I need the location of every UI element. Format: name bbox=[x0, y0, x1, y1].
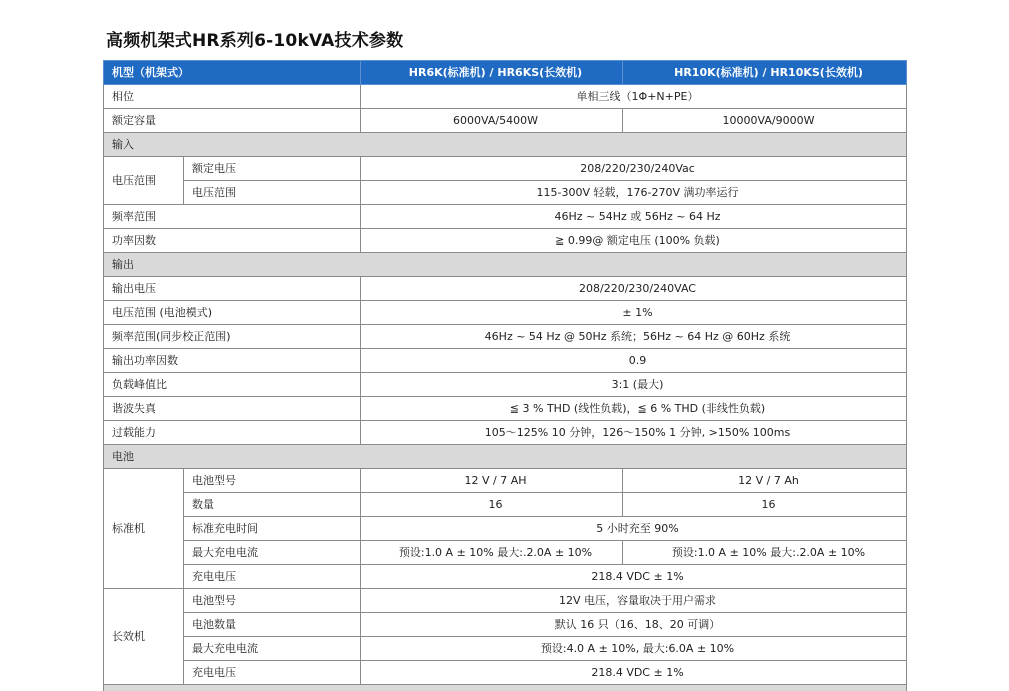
long-charge-voltage-value: 218.4 VDC ± 1% bbox=[361, 661, 907, 685]
long-qty-value: 默认 16 只（16、18、20 可调） bbox=[361, 613, 907, 637]
long-type-label: 电池型号 bbox=[184, 589, 361, 613]
std-max-current-a: 预设:1.0 A ± 10% 最大:.2.0A ± 10% bbox=[361, 541, 623, 565]
input-voltage-group: 电压范围 bbox=[104, 157, 184, 205]
table-row bbox=[104, 85, 907, 109]
table-row bbox=[104, 469, 907, 493]
std-charge-time-label: 标准充电时间 bbox=[184, 517, 361, 541]
table-row bbox=[104, 397, 907, 421]
input-pf-value: ≧ 0.99@ 额定电压 (100% 负载) bbox=[361, 229, 907, 253]
phase-label: 相位 bbox=[104, 85, 361, 109]
table-row bbox=[104, 541, 907, 565]
voltage-range-label: 电压范围 bbox=[184, 181, 361, 205]
table-row bbox=[104, 661, 907, 685]
section-output: 输出 bbox=[104, 253, 907, 277]
std-qty-a: 16 bbox=[361, 493, 623, 517]
battery-mode-value: ± 1% bbox=[361, 301, 907, 325]
table-row bbox=[104, 301, 907, 325]
input-pf-label: 功率因数 bbox=[104, 229, 361, 253]
output-voltage-value: 208/220/230/240VAC bbox=[361, 277, 907, 301]
table-row bbox=[104, 589, 907, 613]
voltage-range-value: 115-300V 轻载，176-270V 满功率运行 bbox=[361, 181, 907, 205]
std-charge-voltage-value: 218.4 VDC ± 1% bbox=[361, 565, 907, 589]
long-max-current-label: 最大充电电流 bbox=[184, 637, 361, 661]
std-type-b: 12 V / 7 Ah bbox=[623, 469, 907, 493]
crest-label: 负载峰值比 bbox=[104, 373, 361, 397]
standard-group: 标准机 bbox=[104, 469, 184, 589]
thd-value: ≦ 3 % THD (线性负载)，≦ 6 % THD (非线性负载) bbox=[361, 397, 907, 421]
input-freq-label: 频率范围 bbox=[104, 205, 361, 229]
std-charge-voltage-label: 充电电压 bbox=[184, 565, 361, 589]
output-freq-label: 频率范围(同步校正范围) bbox=[104, 325, 361, 349]
input-freq-value: 46Hz ~ 54Hz 或 56Hz ~ 64 Hz bbox=[361, 205, 907, 229]
std-type-label: 电池型号 bbox=[184, 469, 361, 493]
page-title: 高频机架式HR系列6-10kVA技术参数 bbox=[106, 26, 403, 51]
std-type-a: 12 V / 7 AH bbox=[361, 469, 623, 493]
crest-value: 3:1 (最大) bbox=[361, 373, 907, 397]
section-row-battery bbox=[104, 445, 907, 469]
table-row bbox=[104, 493, 907, 517]
std-qty-b: 16 bbox=[623, 493, 907, 517]
thd-label: 谐波失真 bbox=[104, 397, 361, 421]
section-battery: 电池 bbox=[104, 445, 907, 469]
rated-voltage-value: 208/220/230/240Vac bbox=[361, 157, 907, 181]
std-max-current-b: 预设:1.0 A ± 10% 最大:.2.0A ± 10% bbox=[623, 541, 907, 565]
std-max-current-label: 最大充电电流 bbox=[184, 541, 361, 565]
capacity-b: 10000VA/9000W bbox=[623, 109, 907, 133]
output-pf-value: 0.9 bbox=[361, 349, 907, 373]
table-row bbox=[104, 517, 907, 541]
long-charge-voltage-label: 充电电压 bbox=[184, 661, 361, 685]
table-row bbox=[104, 421, 907, 445]
std-qty-label: 数量 bbox=[184, 493, 361, 517]
output-voltage-label: 输出电压 bbox=[104, 277, 361, 301]
long-max-current-value: 预设:4.0 A ± 10%, 最大:6.0A ± 10% bbox=[361, 637, 907, 661]
table-row bbox=[104, 205, 907, 229]
capacity-label: 额定容量 bbox=[104, 109, 361, 133]
table-header-row bbox=[104, 61, 907, 85]
header-col-b: HR10K(标准机) / HR10KS(长效机) bbox=[623, 61, 907, 85]
table-row bbox=[104, 229, 907, 253]
table-row bbox=[104, 613, 907, 637]
section-input: 输入 bbox=[104, 133, 907, 157]
spec-table bbox=[103, 60, 907, 691]
output-pf-label: 输出功率因数 bbox=[104, 349, 361, 373]
phase-value: 单相三线（1Φ+N+PE） bbox=[361, 85, 907, 109]
table-row bbox=[104, 109, 907, 133]
std-charge-time-value: 5 小时充至 90% bbox=[361, 517, 907, 541]
header-col-a: HR6K(标准机) / HR6KS(长效机) bbox=[361, 61, 623, 85]
section-row-input bbox=[104, 133, 907, 157]
table-row bbox=[104, 349, 907, 373]
rated-voltage-label: 额定电压 bbox=[184, 157, 361, 181]
overload-value: 105～125% 10 分钟，126～150% 1 分钟, >150% 100ms bbox=[361, 421, 907, 445]
next-section-edge-cell bbox=[104, 685, 907, 691]
section-row-output bbox=[104, 253, 907, 277]
table-row bbox=[104, 325, 907, 349]
table-row bbox=[104, 277, 907, 301]
battery-mode-label: 电压范围 (电池模式) bbox=[104, 301, 361, 325]
output-freq-value: 46Hz ~ 54 Hz @ 50Hz 系统；56Hz ~ 64 Hz @ 60Hz 系统 bbox=[361, 325, 907, 349]
table-row bbox=[104, 565, 907, 589]
long-group: 长效机 bbox=[104, 589, 184, 685]
capacity-a: 6000VA/5400W bbox=[361, 109, 623, 133]
long-type-value: 12V 电压，容量取决于用户需求 bbox=[361, 589, 907, 613]
next-section-edge bbox=[104, 685, 907, 691]
long-qty-label: 电池数量 bbox=[184, 613, 361, 637]
table-row bbox=[104, 373, 907, 397]
table-row bbox=[104, 637, 907, 661]
header-model: 机型（机架式） bbox=[104, 61, 361, 85]
table-row bbox=[104, 157, 907, 181]
overload-label: 过载能力 bbox=[104, 421, 361, 445]
table-row bbox=[104, 181, 907, 205]
